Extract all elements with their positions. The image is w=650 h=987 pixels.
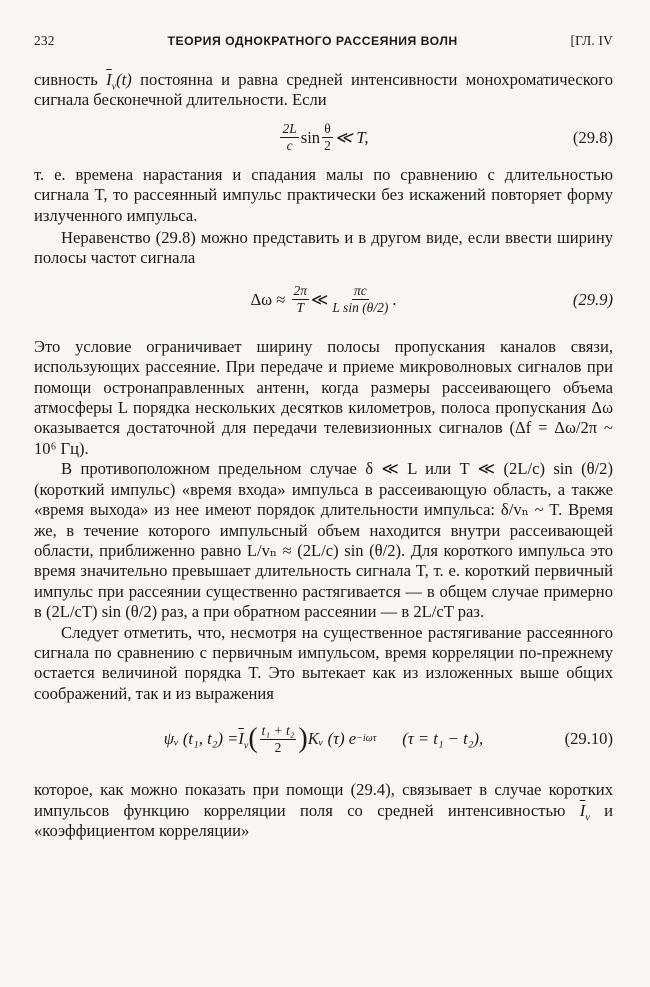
- equation-number: (29.9): [572, 289, 613, 309]
- equation-29-9: Δω ≈ $\frac{2\pi}{T}$ ≪ $\frac{\pi c}{\text{L sin (θ/2)}}$ . (29.9): [250, 283, 613, 316]
- page-body: [34, 70, 613, 841]
- fraction-pic-Lsin: $\frac{\pi c}{\text{L sin (θ/2)}}$: [332, 283, 389, 316]
- equation-number: (29.10): [564, 728, 613, 748]
- fraction-t1-t2: $\frac{\text{t₁ + t₂}}{2}$: [261, 722, 295, 755]
- paragraph-7: которое, как можно показать при помощи (29.4), связывает в случае коротких импульсов функцию корреляции поля со средней интенсивностью $\overline{I}_v$ и «коэффициентом корреляции»: [34, 780, 613, 840]
- paragraph-4: Это условие ограничивает ширину полосы пропускания каналов связи, использующих рассеяние. При передаче и приеме микроволновых сигналов при помощи остронаправленных антенн, когда размеры рассеивающего объема атмосферы L порядка нескольких десятков километров, полоса пропускания Δω оказывается достаточной для передачи телевизионных сигналов (Δf = Δω/2π ~ 10⁶ Гц).: [34, 336, 613, 458]
- equation-29-10: ψᵥ (t₁, t₂) = $\overline{I}_v$ ( $\frac{\text{t₁ + t₂}}{2}$ ) Kᵥ (τ) e −iωτ (τ = t₁ − t₂), (29.10): [163, 722, 613, 755]
- fraction-2pi-T: $\frac{2\pi}{T}$: [293, 283, 308, 316]
- paragraph-1: сивность $\overline{I}_v(t)$ постоянна и равна средней интенсивности монохроматического сигнала бесконечной длительности. Если: [34, 70, 613, 110]
- running-title: ТЕОРИЯ ОДНОКРАТНОГО РАССЕЯНИЯ ВОЛН: [167, 34, 458, 48]
- paragraph-3: Неравенство (29.8) можно представить и в другом виде, если ввести ширину полосы частот сигнала: [34, 228, 613, 268]
- equation-29-8: $\frac{2L}{c}$ sin $\frac{\theta}{2}$ ≪ T, (29.8): [282, 121, 613, 154]
- running-head: [34, 31, 613, 51]
- page-number: 232: [34, 33, 55, 48]
- fraction-2L-c: $\frac{2L}{c}$: [282, 121, 297, 154]
- fraction-theta-2: $\frac{\theta}{2}$: [324, 121, 331, 154]
- chapter-label: [ГЛ. IV: [570, 33, 613, 48]
- paragraph-5: В противоположном предельном случае δ ≪ L или T ≪ (2L/c) sin (θ/2) (короткий импульс) «время входа» импульса в рассеивающую область, а также «время выхода» из нее имеют порядок длительности импульса: δ/vₙ ~ T. Время же, в течение которого импульсный объем находится внутри рассеивающей области, приближенно равно L/vₙ ≈ (2L/c) sin (θ/2). Для короткого импульса это время значительно превышает длительность сигнала T, т. е. короткий первичный импульс при рассеянии существенно растягивается — в общем случае примерно в (2L/cT) sin (θ/2) раз, а при обратном рассеянии — в 2L/cT раз.: [34, 459, 613, 622]
- paragraph-2: т. е. времена нарастания и спадания малы по сравнению с длительностью сигнала T, то рассеянный импульс практически без искажений повторяет форму излученного импульса.: [34, 164, 613, 225]
- equation-number: (29.8): [572, 127, 613, 147]
- paragraph-6: Следует отметить, что, несмотря на существенное растягивание рассеянного сигнала по сравнению с первичным импульсом, время корреляции по-прежнему остается величиной порядка T. Это вытекает как из изложенных выше общих соображений, так и из выражения: [34, 622, 613, 703]
